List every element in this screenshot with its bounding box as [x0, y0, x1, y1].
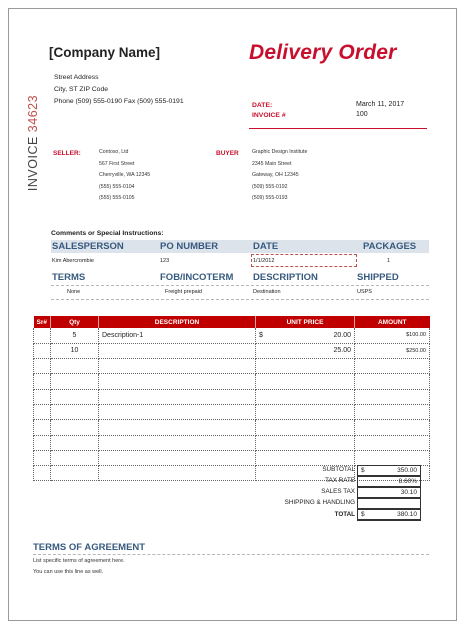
buyer-line: (509) 555-0193: [252, 195, 288, 201]
sales-tax-label: SALES TAX: [321, 488, 355, 495]
invoice-prefix: INVOICE: [26, 132, 40, 192]
po-number-value: 123: [160, 258, 170, 264]
qty-cell[interactable]: [51, 466, 99, 481]
terms-line-1: List specific terms of agreement here.: [33, 558, 125, 564]
address-street: Street Address: [54, 74, 99, 81]
amount-cell[interactable]: [355, 420, 430, 435]
invoice-value: 100: [356, 111, 368, 118]
company-name: [Company Name]: [49, 45, 161, 60]
company-address: [54, 72, 184, 108]
unit-price-cell[interactable]: [256, 374, 355, 389]
description-cell[interactable]: [99, 359, 256, 374]
subtotal-value: 350.00: [397, 467, 417, 474]
unit-price-cell[interactable]: [256, 450, 355, 465]
sr-cell[interactable]: [34, 328, 51, 343]
unit-price-cell[interactable]: [256, 420, 355, 435]
fob-value: Freight prepaid: [165, 289, 202, 295]
amount-header: AMOUNT: [355, 316, 430, 328]
description-cell[interactable]: [99, 466, 256, 481]
sales-tax-value: 30.10: [400, 489, 417, 496]
date-value: March 11, 2017: [356, 101, 405, 108]
amount-cell[interactable]: [355, 359, 430, 374]
address-city: City, ST ZIP Code: [54, 86, 109, 93]
qty-cell[interactable]: [51, 450, 99, 465]
items-header-row: [34, 316, 430, 328]
tax-rate-value: 8.60%: [398, 478, 417, 485]
subtotal-currency: $: [361, 467, 365, 474]
subtotal-label: SUBTOTAL: [322, 466, 355, 473]
seller-line: Contoso, Ltd: [99, 149, 129, 155]
invoice-label: INVOICE #: [252, 112, 286, 119]
po-number-header: PO NUMBER: [160, 241, 219, 252]
description-cell[interactable]: [99, 420, 256, 435]
buyer-line: Gateway, OH 12345: [252, 172, 299, 178]
amount-cell[interactable]: [355, 450, 430, 465]
terms-divider: [33, 554, 429, 555]
document-page: [8, 8, 457, 621]
table-row[interactable]: [34, 328, 430, 343]
sr-cell[interactable]: [34, 450, 51, 465]
sr-cell[interactable]: [34, 435, 51, 450]
unit-price-value: 25.00: [333, 347, 351, 355]
sr-cell[interactable]: [34, 389, 51, 404]
table-row[interactable]: [34, 404, 430, 419]
qty-cell[interactable]: 10: [51, 343, 99, 358]
sr-cell[interactable]: [34, 343, 51, 358]
address-phone: Phone (509) 555-0190 Fax (509) 555-0191: [54, 98, 184, 105]
tax-rate-label: TAX RATE: [325, 477, 355, 484]
header-divider: [249, 128, 427, 129]
tax-rate-box[interactable]: [357, 476, 421, 487]
table-row[interactable]: [34, 343, 430, 358]
buyer-line: 2345 Main Street: [252, 160, 292, 167]
invoice-vertical-label: [22, 91, 44, 195]
seller-line: (555) 555-0104: [99, 183, 135, 190]
sr-cell[interactable]: [34, 359, 51, 374]
total-currency: $: [361, 511, 365, 518]
buyer-line: (509) 555-0192: [252, 183, 288, 190]
salesperson-value: Kim Abercrombie: [52, 258, 94, 264]
salesperson-header: SALESPERSON: [52, 241, 124, 252]
unit-price-cell[interactable]: [256, 404, 355, 419]
items-table: [33, 316, 430, 481]
table-row[interactable]: [34, 359, 430, 374]
buyer-block: [252, 147, 307, 205]
total-label: TOTAL: [334, 511, 355, 518]
subtotal-box[interactable]: [357, 465, 421, 476]
table-row[interactable]: [34, 374, 430, 389]
shipped-value: USPS: [357, 289, 372, 295]
seller-block: [99, 147, 150, 205]
info-bottom-separator: [51, 299, 429, 300]
description-cell[interactable]: [99, 343, 256, 358]
buyer-line: Graphic Design Institute: [252, 149, 308, 155]
date-label: DATE:: [252, 102, 273, 109]
seller-line: Cherryville, WA 12345: [99, 172, 151, 178]
description-cell[interactable]: [99, 389, 256, 404]
terms-heading: TERMS OF AGREEMENT: [33, 542, 146, 553]
sr-cell[interactable]: [34, 404, 51, 419]
description-col-header: DESCRIPTION: [99, 316, 256, 328]
fob-header: FOB/INCOTERM: [160, 272, 234, 283]
info-row-separator: [51, 285, 429, 286]
unit-price-cell[interactable]: [256, 343, 355, 358]
packages-value: 1: [387, 258, 391, 264]
description-header: DESCRIPTION: [253, 272, 318, 283]
amount-cell[interactable]: $250.00: [355, 343, 430, 358]
qty-cell[interactable]: [51, 404, 99, 419]
packages-header: PACKAGES: [363, 241, 417, 252]
total-value: 380.10: [397, 511, 417, 518]
shipping-label: SHIPPING & HANDLING: [284, 499, 355, 506]
amount-cell[interactable]: [355, 374, 430, 389]
description-cell[interactable]: Description-1: [99, 328, 256, 343]
shipping-box[interactable]: [357, 498, 421, 509]
seller-line: 567 First Street: [99, 160, 135, 167]
terms-header: TERMS: [52, 272, 86, 283]
terms-value: None: [67, 289, 81, 295]
comments-label: Comments or Special Instructions:: [51, 230, 164, 237]
table-row[interactable]: [34, 450, 430, 465]
buyer-label: BUYER: [216, 150, 239, 157]
document-title: Delivery Order: [249, 41, 397, 64]
qty-cell[interactable]: 5: [51, 328, 99, 343]
qty-cell[interactable]: [51, 435, 99, 450]
seller-line: (555) 555-0105: [99, 195, 135, 201]
invoice-number-vertical: 34623: [26, 94, 40, 133]
qty-header: Qty: [51, 316, 99, 328]
unit-price-cell[interactable]: [256, 389, 355, 404]
table-row[interactable]: [34, 389, 430, 404]
unit-price-header: UNIT PRICE: [256, 316, 355, 328]
description-cell[interactable]: [99, 435, 256, 450]
amount-cell[interactable]: [355, 404, 430, 419]
description-cell[interactable]: [99, 374, 256, 389]
date-value-cell: 1/1/2012: [253, 258, 275, 264]
unit-price-cell[interactable]: [256, 328, 355, 343]
sr-header: Sr#: [34, 316, 51, 328]
table-row[interactable]: [34, 420, 430, 435]
unit-price-cell[interactable]: [256, 359, 355, 374]
amount-cell[interactable]: $100.00: [355, 328, 430, 343]
description-cell[interactable]: [99, 404, 256, 419]
total-box[interactable]: [357, 509, 421, 521]
shipped-header: SHIPPED: [357, 272, 399, 283]
unit-price-value: 20.00: [333, 331, 351, 339]
description-value: Destination: [253, 289, 281, 295]
sr-cell[interactable]: [34, 374, 51, 389]
description-cell[interactable]: [99, 450, 256, 465]
unit-price-cell[interactable]: [256, 435, 355, 450]
amount-cell[interactable]: [355, 389, 430, 404]
terms-line-2: You can use this line as well.: [33, 569, 104, 575]
amount-cell[interactable]: [355, 435, 430, 450]
qty-cell[interactable]: [51, 359, 99, 374]
sr-cell[interactable]: [34, 420, 51, 435]
sales-tax-box[interactable]: [357, 487, 421, 498]
qty-cell[interactable]: [51, 374, 99, 389]
currency-symbol: $: [259, 331, 263, 339]
qty-cell[interactable]: [51, 420, 99, 435]
table-row[interactable]: [34, 435, 430, 450]
seller-label: SELLER:: [53, 150, 81, 157]
sr-cell[interactable]: [34, 466, 51, 481]
date-header: DATE: [253, 241, 279, 252]
qty-cell[interactable]: [51, 389, 99, 404]
